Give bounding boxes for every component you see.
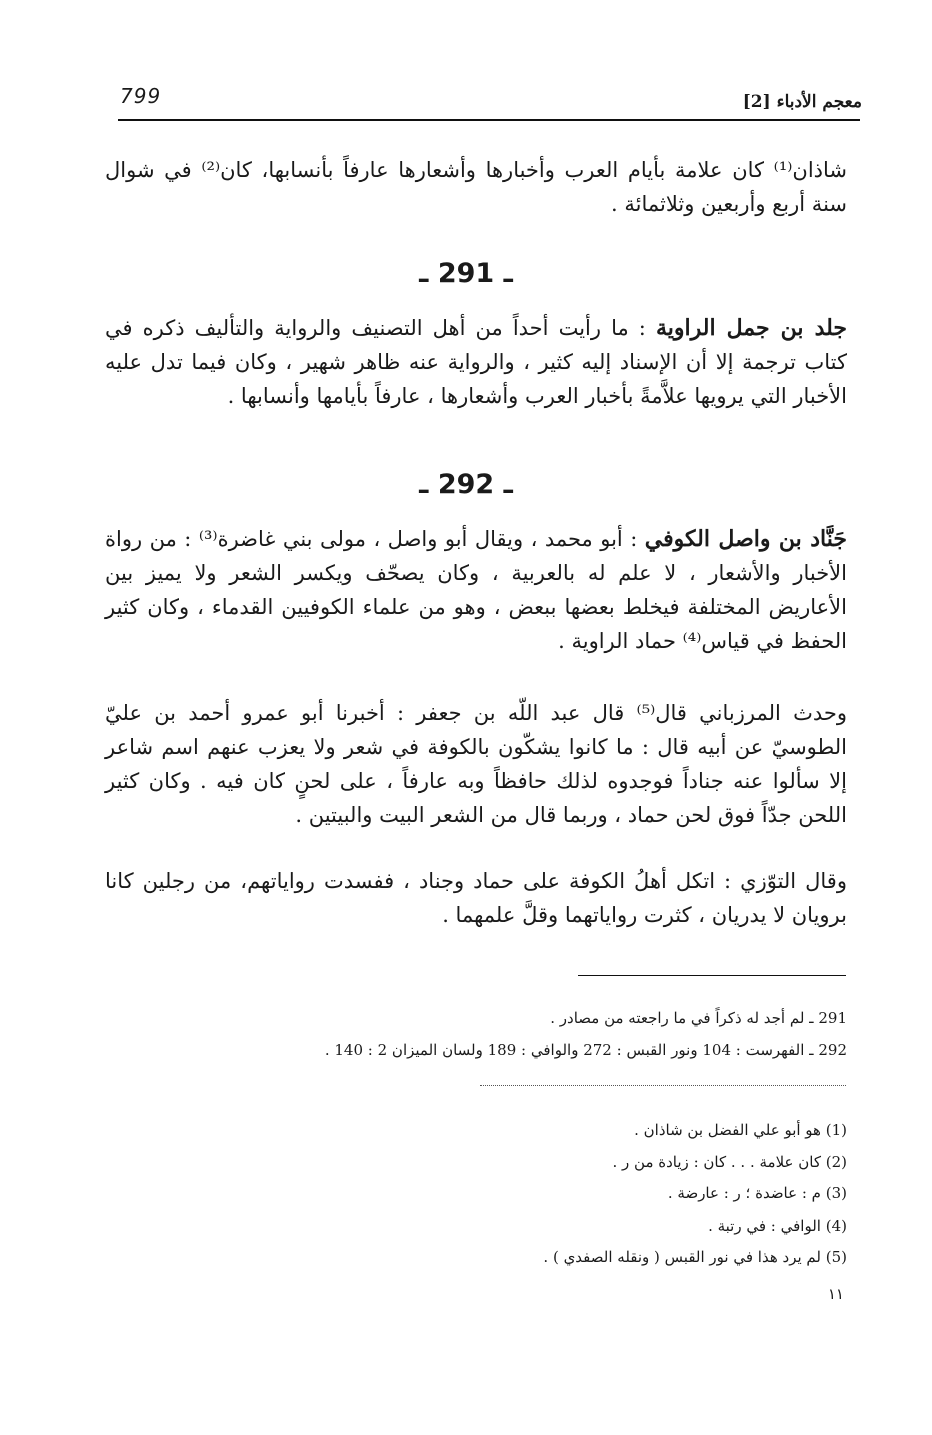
paragraph-continuation: شاذان⁽¹⁾ كان علامة بأيام العرب وأخبارها وأشعارها عارفاً بأنسابها، كان⁽²⁾ في شوال سنة أربع وأربعين وثلاثمائة . <box>105 158 847 216</box>
source-note-292: 292 ـ الفهرست : 104 ونور القبس : 272 والوافي : 189 ولسان الميزان 2 : 140 . <box>324 1041 847 1059</box>
footnote-3: (3) م : عاضدة ؛ ر : عارضة . <box>667 1184 847 1202</box>
entry-number-291: ـ 291 ـ <box>419 258 513 289</box>
entry-292-text: : أبو محمد ، ويقال أبو واصل ، مولى بني غاضرة⁽³⁾ : من رواة الأخبار والأشعار ، لا علم له بالعربية ، وكان يصحّف ويكسر الشعر ولا يميز بين الأعاريض المختلفة فيخلط بعضها ببعض ، وهو من علماء الكوفيين القدماء ، وكان كثير الحفظ في قياس⁽⁴⁾ حماد الراوية . <box>105 527 847 653</box>
entry-291-lemma: جلد بن جمل الراوية <box>655 315 848 341</box>
entry-291-paragraph <box>105 311 847 439</box>
page-number: 799 <box>120 84 162 108</box>
footnote-4: (4) الوافي : في رتبة . <box>708 1217 847 1235</box>
source-note-291: 291 ـ لم أجد له ذكراً في ما راجعته من مصادر . <box>550 1009 847 1027</box>
entry-291-text: : ما رأيت أحداً من أهل التصنيف والرواية والتأليف ذكره في كتاب ترجمة إلا أن الإسناد إليه كثير ، والرواية عنه ظاهر شهير ، وكان فيما تدل عليه الأخبار التي يرويها علاَّمةً بأخبار العرب وأشعارها ، عارفاً بأيامها وأنسابها . <box>105 316 847 408</box>
sources-rule <box>578 975 846 976</box>
footnote-2: (2) كان علامة . . . كان : زيادة من ر . <box>612 1153 847 1171</box>
paragraph-marzubani: وحدث المرزباني قال⁽⁵⁾ قال عبد اللّه بن جعفر : أخبرنا أبو عمرو أحمد بن عليّ الطوسيّ عن أبيه قال : ما كانوا يشكّون بالكوفة في شعر ولا يعزب عنهم اسم شاعر إلا سألوا عنه جناداً فوجدوه لذلك حافظاً وبه عارفاً ، على لحنٍ كان فيه . وكان كثير اللحن جدّاً فوق لحن حماد ، وربما قال من الشعر البيت والبيتين . <box>105 701 847 827</box>
footnote-1: (1) هو أبو علي الفضل بن شاذان . <box>634 1121 847 1139</box>
footnote-5: (5) لم يرد هذا في نور القبس ( ونقله الصفدي ) . <box>543 1248 847 1266</box>
running-head: معجم الأدباء [2] <box>742 92 862 112</box>
paragraph-tawwazi: وقال التوّزي : اتكل أهلُ الكوفة على حماد وجناد ، ففسدت رواياتهم، من رجلين كانا برويان لا يدريان ، كثرت رواياتهما وقلَّ علمهما . <box>105 869 847 927</box>
entry-292-paragraph <box>105 522 847 688</box>
entry-292-lemma: جَنَّاد بن واصل الكوفي <box>644 526 847 552</box>
footnotes-divider <box>480 1085 846 1086</box>
header-rule <box>118 119 860 121</box>
signature-mark: ١١ <box>827 1285 844 1303</box>
entry-number-292: ـ 292 ـ <box>419 469 513 500</box>
